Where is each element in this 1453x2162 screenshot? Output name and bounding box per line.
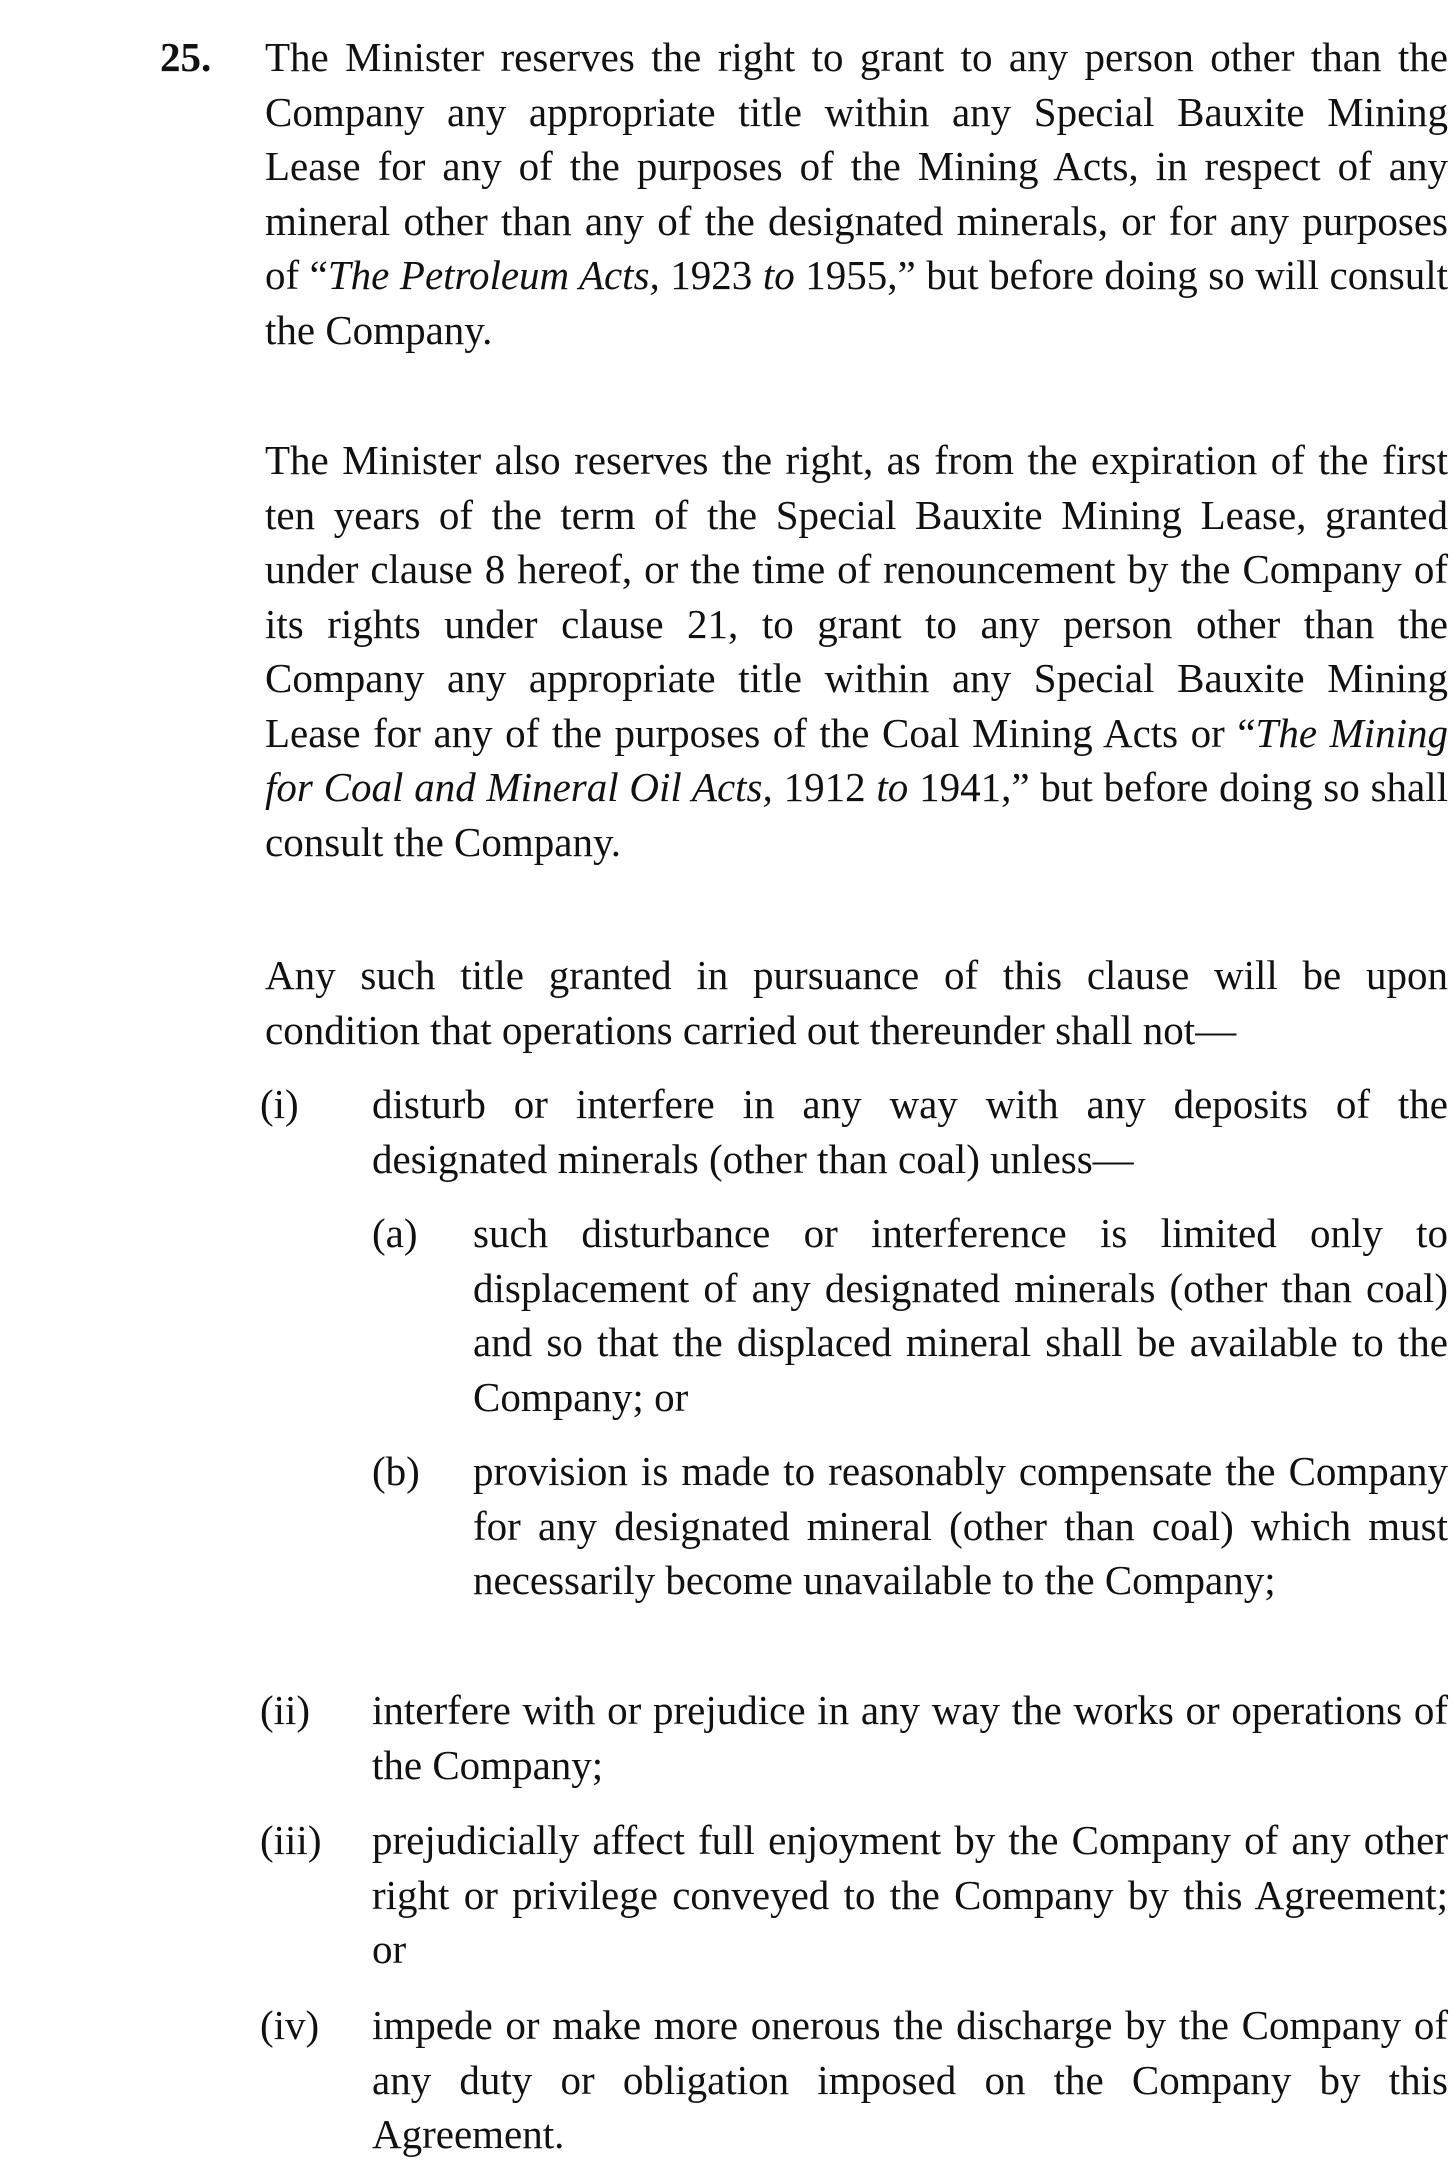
para1-text-a: The Minister reserves the right to grant to any person other than the Company any appropriate title within any Special Bauxite Mining Lease for any of the purposes of the Mining Acts, in respect of any mineral other than any of the designated minerals, or for any purposes of “ — [265, 34, 1448, 298]
para2-act-title: The Mining for Coal and Mineral Oil Acts, — [265, 709, 1449, 810]
subitem-text-b: provision is made to reasonably compensate the Company for any designated mineral (other than coal) which must necessarily become unavailable to the Company; — [473, 1448, 1448, 1603]
clause-paragraph-3: Any such title granted in pursuance of this clause will be upon condition that operations carried out thereunder shall not— — [265, 952, 1448, 1053]
para1-to: to — [762, 252, 795, 298]
subitem-text-a: such disturbance or interference is limited only to displacement of any designated minerals (other than coal) and so that the displaced mineral shall be available to the Company; or — [473, 1210, 1448, 1420]
para1-text-c: 1923 — [659, 252, 763, 298]
item-text-iv: impede or make more onerous the discharge by the Company of any duty or obligation imposed on the Company by this Agreement. — [372, 2002, 1448, 2157]
clause-paragraph-1 — [265, 30, 1448, 357]
para1-act-title: The Petroleum Acts, — [327, 252, 660, 298]
subitem-label-b: (b) — [372, 1448, 420, 1494]
para2-to: to — [876, 764, 909, 810]
item-text-ii: interfere with or prejudice in any way the works or operations of the Company; — [372, 1687, 1448, 1788]
clause-number: 25. — [160, 34, 212, 80]
para2-text-a: The Minister also reserves the right, as from the expiration of the first ten years of the term of the Special Bauxite Mining Lease, granted under clause 8 hereof, or the time of renouncement by the Company of its rights under clause 21, to grant to any person other than the Company any appropriate title within any Special Bauxite Mining Lease for any of the purposes of the Coal Mining Acts or “ — [265, 437, 1448, 756]
item-text-iii: prejudicially affect full enjoyment by the Company of any other right or privilege conveyed to the Company by this Agreement; or — [372, 1817, 1448, 1972]
item-text-i: disturb or interfere in any way with any deposits of the designated minerals (other than coal) unless— — [372, 1081, 1448, 1182]
item-label-ii: (ii) — [260, 1687, 311, 1733]
item-label-iv: (iv) — [260, 2002, 320, 2048]
para1-text-e: 1955,” but before doing so will consult the Company. — [265, 252, 1448, 353]
para2-text-e: 1941,” but before doing so shall consult the Company. — [265, 764, 1449, 865]
para2-text-c: 1912 — [772, 764, 877, 810]
item-label-iii: (iii) — [260, 1817, 322, 1863]
clause-paragraph-2 — [265, 433, 1448, 869]
item-label-i: (i) — [260, 1081, 299, 1127]
subitem-label-a: (a) — [372, 1210, 418, 1256]
